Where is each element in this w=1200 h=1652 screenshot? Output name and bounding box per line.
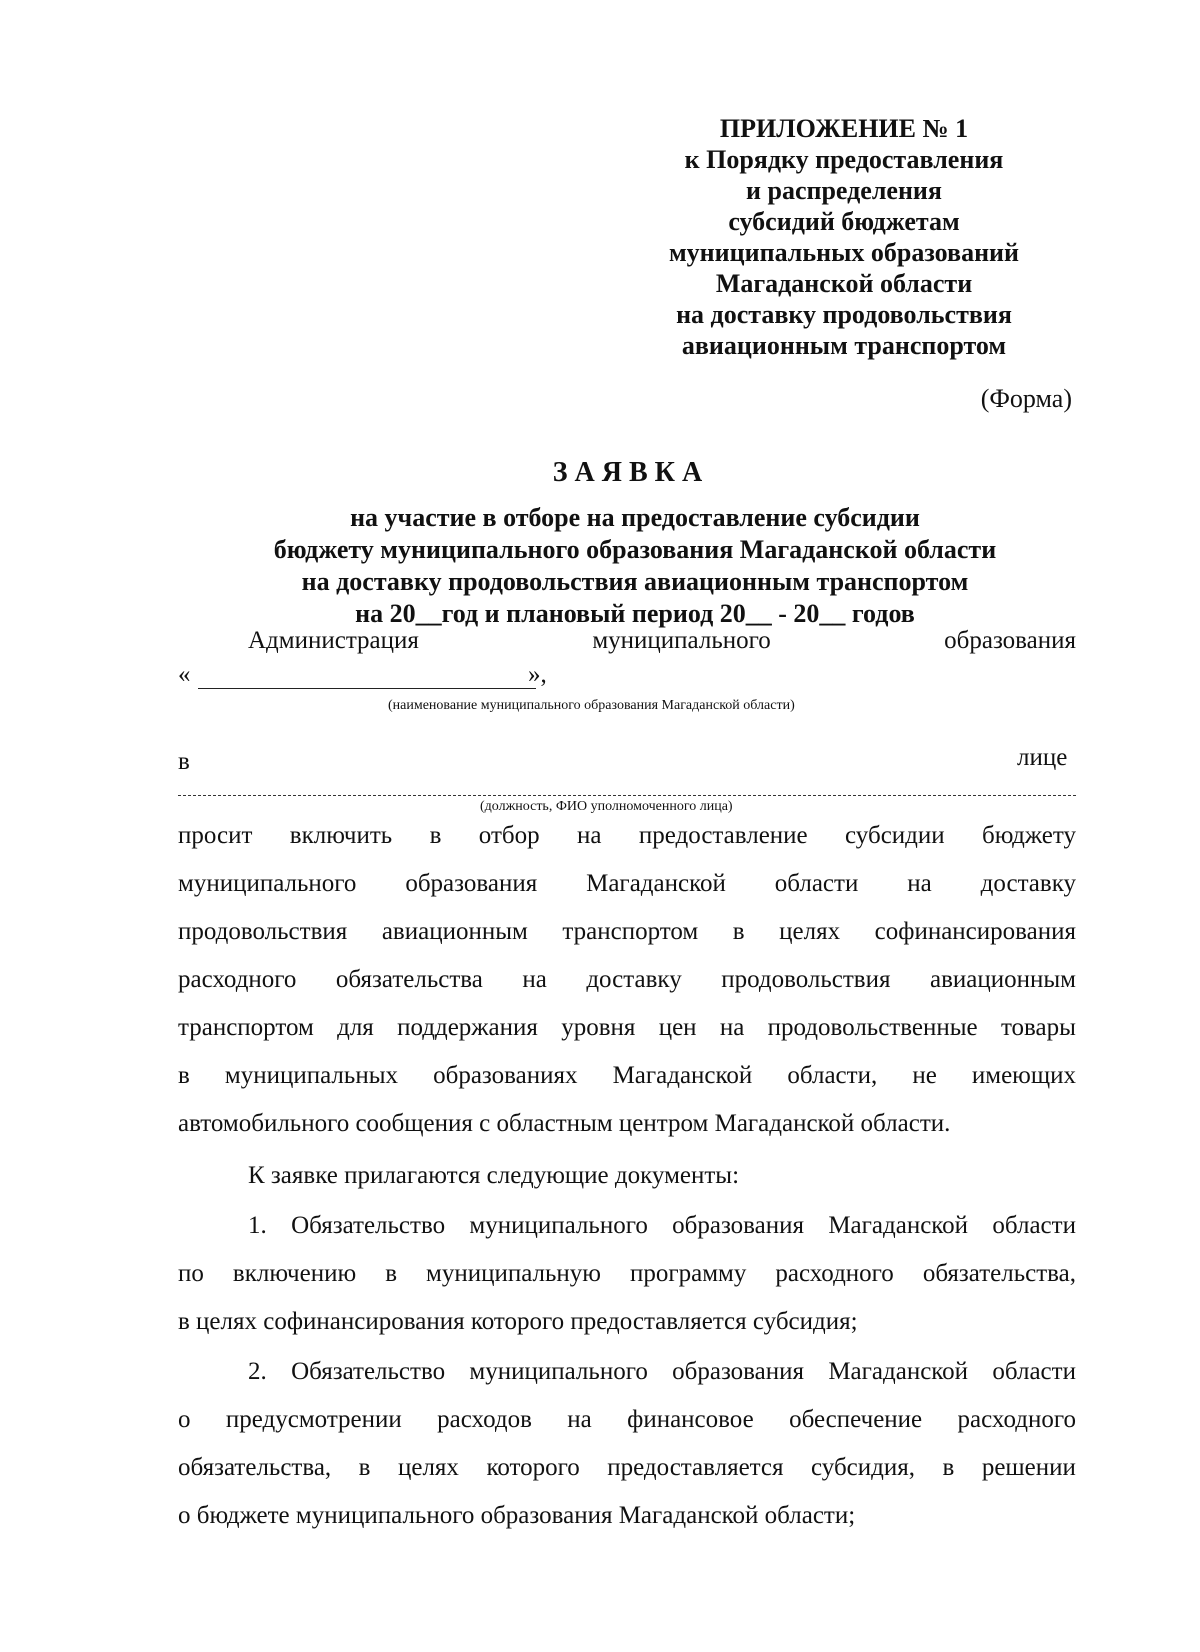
word: решении [981, 1454, 1076, 1481]
word: муниципальных [224, 1062, 398, 1089]
quote-open: « [178, 661, 191, 688]
appendix-line: субсидий бюджетам [728, 207, 960, 236]
word: образования [405, 870, 538, 897]
word: по [178, 1260, 204, 1287]
word: на [522, 966, 547, 993]
appendix-line: муниципальных образований [668, 238, 1020, 267]
applicant-word: Администрация [248, 627, 419, 654]
word: в [178, 1062, 190, 1089]
attachment-item-line [178, 1260, 1076, 1288]
word: расходов [437, 1406, 532, 1433]
appendix-line: авиационным транспортом [681, 331, 1007, 360]
word: продовольствия [721, 966, 891, 993]
word: образования [672, 1212, 805, 1239]
request-line [178, 918, 1076, 946]
applicant-line [248, 627, 1076, 655]
word: на [719, 1014, 745, 1041]
word: не [912, 1062, 937, 1089]
word: Магаданской [586, 870, 726, 897]
word: Магаданской [828, 1212, 969, 1239]
word: области [992, 1358, 1076, 1385]
word: муниципальную [426, 1260, 601, 1287]
word: включить [289, 822, 393, 849]
form-label: (Форма) [980, 384, 1072, 413]
subtitle-line: на участие в отборе на предоставление субсидии [350, 503, 920, 532]
word: области [992, 1212, 1076, 1239]
word: субсидия, [811, 1454, 915, 1481]
word: целях [397, 1454, 459, 1481]
appendix-line: и распределения [746, 176, 942, 205]
word: товары [1000, 1014, 1076, 1041]
word: просит [178, 822, 253, 849]
applicant-word: муниципального [592, 627, 771, 654]
request-line: автомобильного сообщения с областным центром Магаданской области. [178, 1110, 951, 1137]
word: Обязательство [291, 1212, 446, 1239]
word: на [576, 822, 602, 849]
word: 2. [248, 1358, 267, 1385]
word: предоставляется [607, 1454, 784, 1481]
word: в [732, 918, 745, 945]
word: образованиях [433, 1062, 578, 1089]
word: 1. [248, 1212, 267, 1239]
request-line [178, 822, 1076, 850]
word: доставку [586, 966, 682, 993]
municipality-caption: (наименование муниципального образования Магаданской области) [388, 698, 795, 713]
document-subtitle [170, 502, 1100, 630]
word: транспортом [562, 918, 699, 945]
municipality-blank-line [198, 688, 536, 689]
word: поддержания [397, 1014, 538, 1041]
request-line [178, 870, 1076, 898]
attachment-item-line [248, 1358, 1076, 1386]
appendix-header [612, 113, 1076, 361]
official-blank-line [178, 795, 1076, 796]
word: финансовое [627, 1406, 754, 1433]
word: Магаданской [828, 1358, 969, 1385]
word: цен [658, 1014, 697, 1041]
word: в [385, 1260, 397, 1287]
word: Магаданской [612, 1062, 753, 1089]
word: отбор [478, 822, 540, 849]
word: обязательства [335, 966, 483, 993]
word: области, [787, 1062, 878, 1089]
word: уровня [561, 1014, 636, 1041]
appendix-line: Магаданской области [715, 269, 973, 298]
word: обеспечение [789, 1406, 923, 1433]
word: для [337, 1014, 374, 1041]
appendix-line: к Порядку предоставления [684, 145, 1004, 174]
appendix-line: на доставку продовольствия [676, 300, 1012, 329]
word: доставку [980, 870, 1076, 897]
applicant-word: образования [944, 627, 1076, 654]
word: образования [672, 1358, 805, 1385]
word: авиационным [929, 966, 1076, 993]
quote-close: », [528, 661, 547, 688]
word: имеющих [971, 1062, 1076, 1089]
subtitle-line: на доставку продовольствия авиационным транспортом [301, 567, 969, 596]
word: транспортом [178, 1014, 314, 1041]
word: предусмотрении [225, 1406, 402, 1433]
request-line [178, 1062, 1076, 1090]
document-title: ЗАЯВКА [552, 457, 710, 488]
word: софинансирования [874, 918, 1076, 945]
word: включению [232, 1260, 357, 1287]
request-line [178, 1014, 1076, 1042]
word: расходного [775, 1260, 894, 1287]
word: продовольствия [178, 918, 348, 945]
word: которого [486, 1454, 580, 1481]
word: муниципального [469, 1358, 648, 1385]
attachments-intro: К заявке прилагаются следующие документы: [248, 1162, 740, 1189]
attachment-item-line [178, 1454, 1076, 1482]
subtitle-line: на 20__год и плановый период 20__ - 20__ годов [355, 599, 915, 628]
in-word: в [178, 748, 190, 775]
request-line [178, 966, 1076, 994]
word: программу [630, 1260, 747, 1287]
word: расходного [957, 1406, 1076, 1433]
word: в [942, 1454, 955, 1481]
word: авиационным [381, 918, 528, 945]
word: на [567, 1406, 592, 1433]
word: муниципального [178, 870, 357, 897]
word: муниципального [469, 1212, 648, 1239]
word: целях [779, 918, 841, 945]
word: в [358, 1454, 371, 1481]
word: в [429, 822, 442, 849]
official-caption: (должность, ФИО уполномоченного лица) [480, 799, 733, 814]
attachment-item-line: о бюджете муниципального образования Магаданской области; [178, 1502, 856, 1529]
word: области [774, 870, 859, 897]
word: предоставление [638, 822, 808, 849]
word: продовольственные [767, 1014, 978, 1041]
attachment-item-line [248, 1212, 1076, 1240]
word: субсидии [845, 822, 945, 849]
person-word: лице [1017, 744, 1068, 771]
word: бюджету [982, 822, 1076, 849]
appendix-line: ПРИЛОЖЕНИЕ № 1 [719, 114, 969, 143]
word: расходного [178, 966, 297, 993]
word: на [907, 870, 932, 897]
attachment-item-line: в целях софинансирования которого предоставляется субсидия; [178, 1308, 858, 1335]
attachment-item-line [178, 1406, 1076, 1434]
word: обязательства, [922, 1260, 1076, 1287]
word: обязательства, [178, 1454, 332, 1481]
word: Обязательство [291, 1358, 446, 1385]
word: о [178, 1406, 191, 1433]
subtitle-line: бюджету муниципального образования Магаданской области [273, 535, 997, 564]
